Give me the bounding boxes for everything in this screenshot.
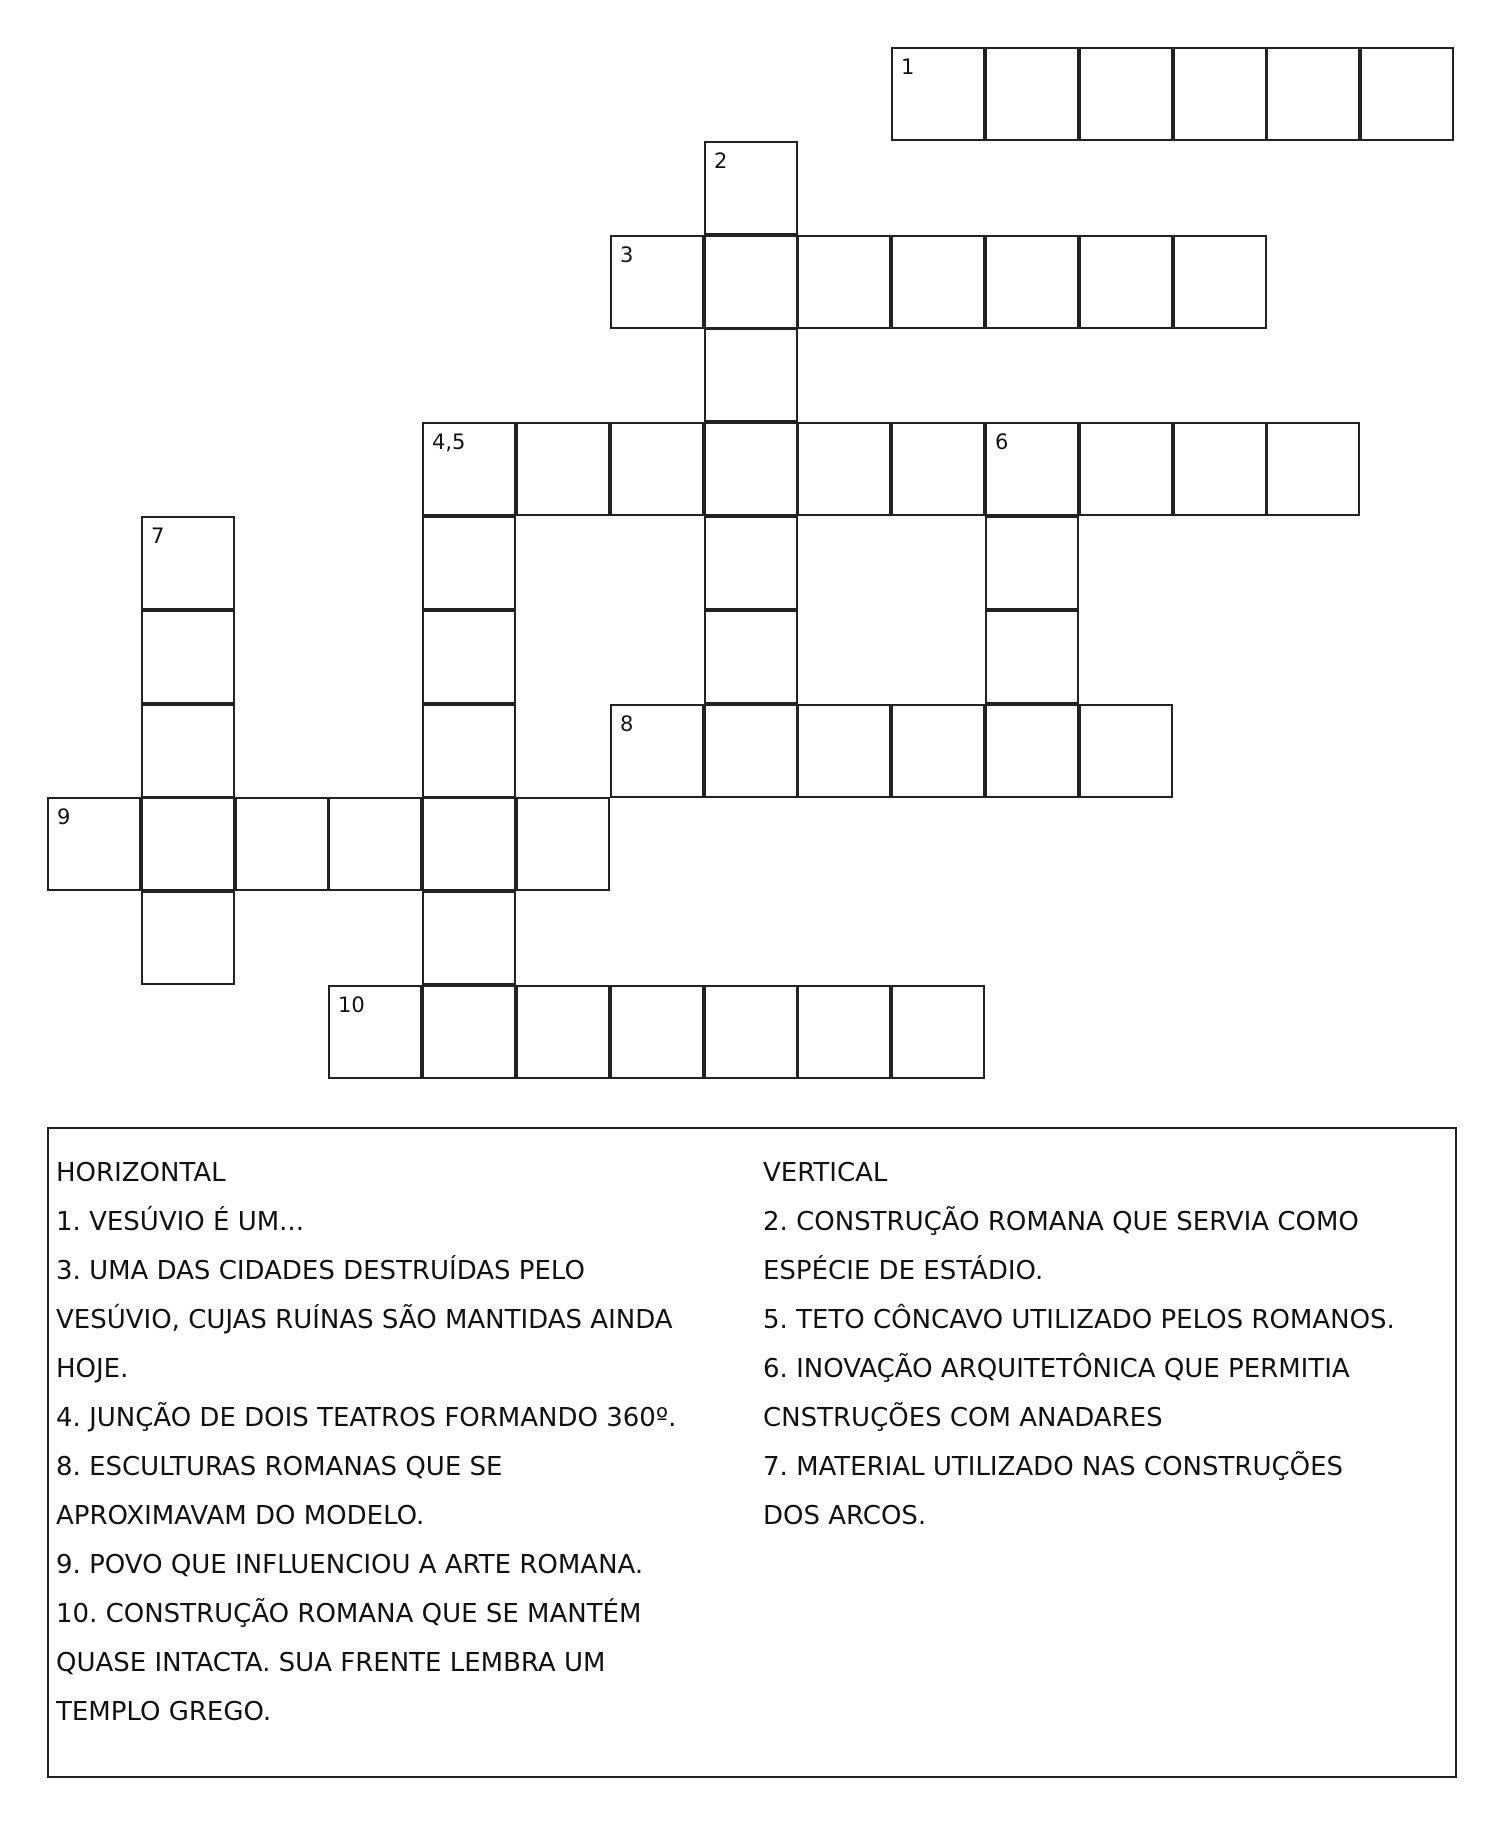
- crossword-cell[interactable]: [891, 422, 985, 516]
- crossword-cell[interactable]: [1360, 47, 1454, 141]
- crossword-cell[interactable]: [141, 891, 235, 985]
- clue-line: 10. CONSTRUÇÃO ROMANA QUE SE MANTÉM: [56, 1599, 642, 1629]
- crossword-cell[interactable]: [422, 891, 516, 985]
- crossword-cell[interactable]: [797, 422, 891, 516]
- crossword-cell[interactable]: [704, 704, 798, 798]
- crossword-cell[interactable]: [141, 704, 235, 798]
- crossword-cell[interactable]: [1266, 422, 1360, 516]
- crossword-cell[interactable]: [516, 422, 610, 516]
- clues-box: [47, 1127, 1457, 1778]
- crossword-cell[interactable]: [891, 704, 985, 798]
- crossword-cell[interactable]: [235, 797, 329, 891]
- crossword-cell[interactable]: [985, 422, 1079, 516]
- crossword-cell[interactable]: [422, 985, 516, 1079]
- vertical-title: VERTICAL: [763, 1158, 888, 1188]
- clue-number: 4,5: [432, 430, 466, 454]
- crossword-cell[interactable]: [797, 235, 891, 329]
- crossword-cell[interactable]: [610, 422, 704, 516]
- clue-line: ESPÉCIE DE ESTÁDIO.: [763, 1256, 1044, 1286]
- vertical-clues: [763, 1149, 1453, 1541]
- crossword-cell[interactable]: [704, 141, 798, 235]
- crossword-cell[interactable]: [516, 985, 610, 1079]
- clue-number: 7: [151, 524, 165, 548]
- clue-line: 6. INOVAÇÃO ARQUITETÔNICA QUE PERMITIA: [763, 1354, 1350, 1384]
- clue-number: 2: [714, 149, 728, 173]
- horizontal-title: HORIZONTAL: [56, 1158, 226, 1188]
- crossword-cell[interactable]: [1079, 235, 1173, 329]
- crossword-cell[interactable]: [1173, 47, 1267, 141]
- crossword-cell[interactable]: [1079, 422, 1173, 516]
- clue-line: 3. UMA DAS CIDADES DESTRUÍDAS PELO: [56, 1256, 585, 1286]
- clue-line: QUASE INTACTA. SUA FRENTE LEMBRA UM: [56, 1648, 606, 1678]
- crossword-cell[interactable]: [422, 422, 516, 516]
- clue-number: 8: [620, 712, 634, 736]
- clue-line: 2. CONSTRUÇÃO ROMANA QUE SERVIA COMO: [763, 1207, 1359, 1237]
- crossword-cell[interactable]: [985, 47, 1079, 141]
- crossword-cell[interactable]: [47, 797, 141, 891]
- crossword-cell[interactable]: [141, 797, 235, 891]
- clue-line: CNSTRUÇÕES COM ANADARES: [763, 1403, 1163, 1433]
- crossword-cell[interactable]: [328, 985, 422, 1079]
- crossword-cell[interactable]: [891, 235, 985, 329]
- clue-line: 7. MATERIAL UTILIZADO NAS CONSTRUÇÕES: [763, 1452, 1344, 1482]
- clue-line: 1. VESÚVIO É UM...: [56, 1207, 304, 1237]
- crossword-cell[interactable]: [985, 610, 1079, 704]
- crossword-cell[interactable]: [141, 516, 235, 610]
- crossword-cell[interactable]: [328, 797, 422, 891]
- crossword-cell[interactable]: [985, 704, 1079, 798]
- crossword-cell[interactable]: [422, 516, 516, 610]
- horizontal-clues: [56, 1149, 756, 1737]
- crossword-cell[interactable]: [422, 704, 516, 798]
- clue-line: 4. JUNÇÃO DE DOIS TEATROS FORMANDO 360º.: [56, 1403, 677, 1433]
- clue-line: 5. TETO CÔNCAVO UTILIZADO PELOS ROMANOS.: [763, 1305, 1395, 1335]
- crossword-cell[interactable]: [704, 610, 798, 704]
- crossword-cell[interactable]: [1079, 47, 1173, 141]
- clue-line: VESÚVIO, CUJAS RUÍNAS SÃO MANTIDAS AINDA: [56, 1305, 673, 1335]
- crossword-cell[interactable]: [422, 610, 516, 704]
- clue-number: 1: [901, 55, 915, 79]
- crossword-cell[interactable]: [1079, 704, 1173, 798]
- crossword-cell[interactable]: [516, 797, 610, 891]
- clue-number: 10: [338, 993, 365, 1017]
- clue-number: 9: [57, 805, 71, 829]
- crossword-cell[interactable]: [1173, 235, 1267, 329]
- crossword-cell[interactable]: [704, 516, 798, 610]
- crossword-cell[interactable]: [797, 985, 891, 1079]
- crossword-cell[interactable]: [422, 797, 516, 891]
- clue-number: 6: [995, 430, 1009, 454]
- crossword-cell[interactable]: [610, 985, 704, 1079]
- crossword-cell[interactable]: [141, 610, 235, 704]
- clue-line: DOS ARCOS.: [763, 1501, 927, 1531]
- crossword-cell[interactable]: [797, 704, 891, 798]
- clue-line: 9. POVO QUE INFLUENCIOU A ARTE ROMANA.: [56, 1550, 644, 1580]
- crossword-cell[interactable]: [704, 422, 798, 516]
- crossword-cell[interactable]: [891, 47, 985, 141]
- clue-number: 3: [620, 243, 634, 267]
- crossword-cell[interactable]: [985, 235, 1079, 329]
- clue-line: TEMPLO GREGO.: [56, 1697, 272, 1727]
- clue-line: HOJE.: [56, 1354, 129, 1384]
- crossword-cell[interactable]: [704, 328, 798, 422]
- clue-line: APROXIMAVAM DO MODELO.: [56, 1501, 425, 1531]
- crossword-cell[interactable]: [985, 516, 1079, 610]
- crossword-cell[interactable]: [610, 235, 704, 329]
- crossword-cell[interactable]: [1266, 47, 1360, 141]
- crossword-cell[interactable]: [610, 704, 704, 798]
- clue-line: 8. ESCULTURAS ROMANAS QUE SE: [56, 1452, 503, 1482]
- crossword-cell[interactable]: [1173, 422, 1267, 516]
- crossword-cell[interactable]: [704, 235, 798, 329]
- crossword-cell[interactable]: [891, 985, 985, 1079]
- crossword-cell[interactable]: [704, 985, 798, 1079]
